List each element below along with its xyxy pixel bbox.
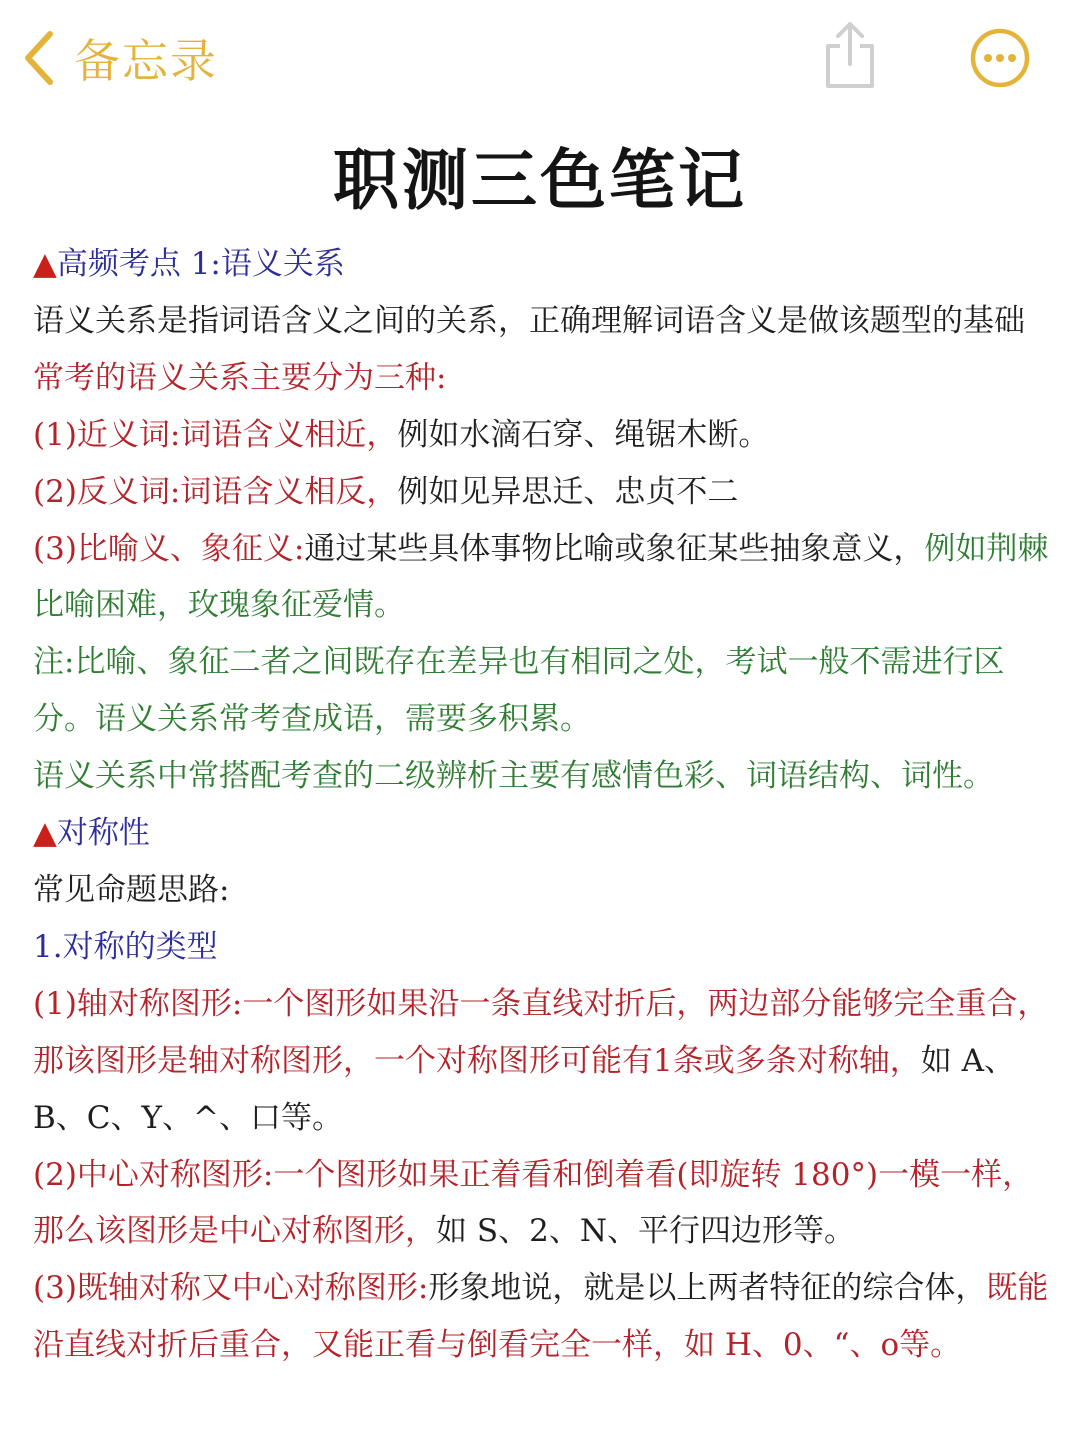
paragraph: 语义关系中常搭配考查的二级辨析主要有感情色彩、词语结构、词性。 bbox=[33, 758, 994, 795]
share-button[interactable] bbox=[818, 20, 882, 92]
chevron-left-icon bbox=[22, 30, 56, 86]
note-paragraph: 注:比喻、象征二者之间既存在差异也有相同之处，考试一般不需进行区分。语义关系常考查成语，需要多积累。 bbox=[33, 644, 1005, 738]
list-item: (2)反义词:词语含义相反，例如见异思迁、忠贞不二 bbox=[33, 473, 739, 510]
section-heading: ▲高频考点 1:语义关系 bbox=[33, 246, 345, 282]
list-item: (3)比喻义、象征义:通过某些具体事物比喻或象征某些抽象意义，例如荆棘比喻困难，玫瑰象征爱情。 bbox=[33, 530, 1049, 624]
paragraph: 语义关系是指词语含义之间的关系，正确理解词语含义是做该题型的基础 bbox=[33, 302, 1025, 339]
list-item: (3)既轴对称又中心对称图形:形象地说，就是以上两者特征的综合体，既能沿直线对折后重合，又能正看与倒看完全一样，如 H、0、“、o等。 bbox=[33, 1270, 1049, 1364]
section-heading: ▲对称性 bbox=[33, 815, 150, 852]
triangle-marker: ▲ bbox=[33, 815, 57, 852]
share-icon bbox=[818, 77, 882, 96]
list-item: (1)近义词:词语含义相近，例如水滴石穿、绳锯木断。 bbox=[33, 416, 770, 453]
triangle-marker: ▲ bbox=[33, 246, 57, 282]
more-button[interactable] bbox=[968, 26, 1032, 90]
list-item: (1)轴对称图形:一个图形如果沿一条直线对折后，两边部分能够完全重合，那该图形是轴对称图形，一个对称图形可能有1条或多条对称轴，如 A、B、C、Y、^、口等。 bbox=[33, 985, 1049, 1136]
navigation-bar bbox=[0, 0, 1080, 118]
note-title: 职测三色笔记 bbox=[333, 141, 747, 219]
subheading: 1.对称的类型 bbox=[33, 928, 218, 965]
list-item: (2)中心对称图形:一个图形如果正着看和倒着看(即旋转 180°)一模一样，那么该图形是中心对称图形，如 S、2、N、平行四边形等。 bbox=[33, 1156, 1034, 1250]
note-body bbox=[33, 236, 1051, 1374]
paragraph: 常见命题思路: bbox=[33, 871, 230, 908]
back-label: 备忘录 bbox=[74, 34, 218, 88]
paragraph: 常考的语义关系主要分为三种: bbox=[33, 359, 447, 396]
back-button[interactable] bbox=[22, 26, 218, 90]
more-icon bbox=[968, 75, 1032, 94]
